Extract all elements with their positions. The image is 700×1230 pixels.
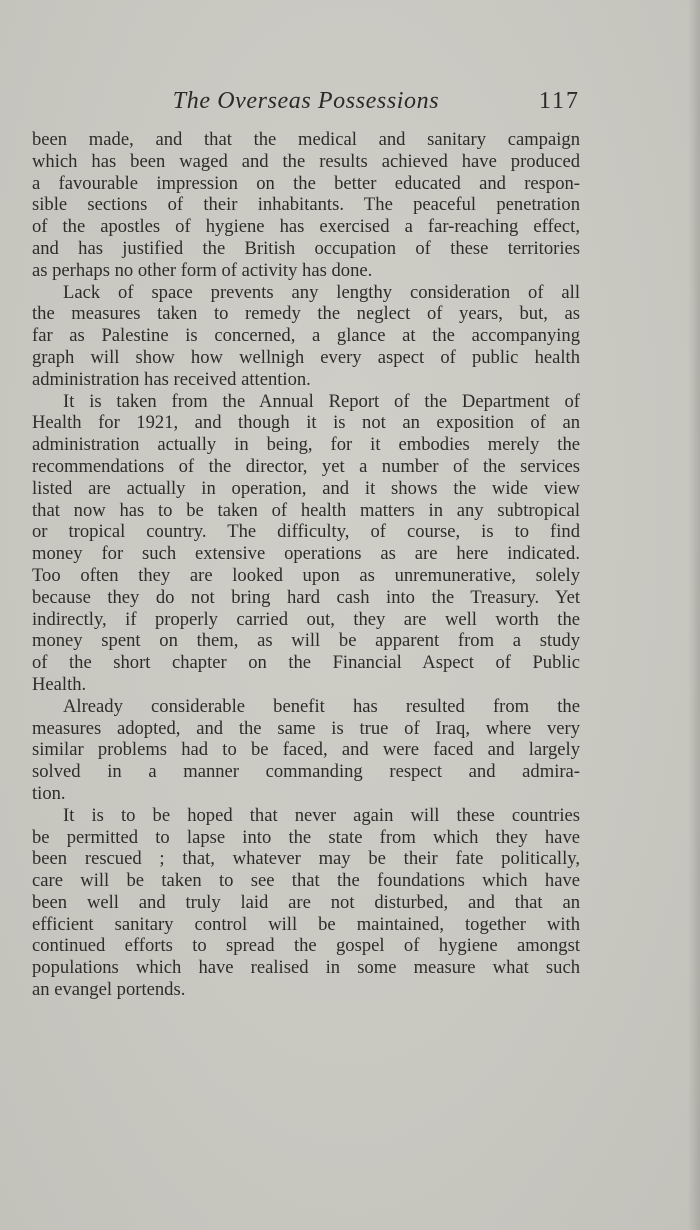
text-line: sible sections of their inhabitants. The peaceful penetration (32, 194, 580, 216)
text-line: Health for 1921, and though it is not an exposition of an (32, 412, 580, 434)
text-line: money spent on them, as will be apparent from a study (32, 630, 580, 652)
text-line: It is taken from the Annual Report of the Department of (63, 390, 580, 412)
text-line: been well and truly laid are not disturbed, and that an (32, 891, 580, 913)
text-line: tion. (32, 782, 66, 804)
body-text (32, 129, 580, 1001)
text-line: because they do not bring hard cash into the Treasury. Yet (32, 586, 580, 608)
paragraph (32, 391, 580, 696)
text-line: listed are actually in operation, and it shows the wide view (32, 477, 580, 499)
text-line: of the short chapter on the Financial Aspect of Public (32, 652, 580, 674)
text-line: Already considerable benefit has resulted from the (63, 695, 580, 717)
text-line: be permitted to lapse into the state from which they have (32, 826, 580, 848)
text-line: been rescued ; that, whatever may be their fate politically, (32, 848, 580, 870)
paragraph (32, 129, 580, 282)
running-head (32, 88, 580, 122)
text-line: that now has to be taken of health matters in any subtropical (32, 499, 580, 521)
page-edge-shadow (688, 0, 700, 1230)
text-line: administration has received attention. (32, 368, 311, 390)
page-number: 117 (538, 88, 580, 114)
text-line: indirectly, if properly carried out, they are well worth the (32, 608, 580, 630)
text-line: and has justified the British occupation of these territories (32, 237, 580, 259)
text-line: similar problems had to be faced, and were faced and largely (32, 739, 580, 761)
text-line: recommendations of the director, yet a number of the services (32, 455, 580, 477)
text-line: or tropical country. The difficulty, of course, is to find (32, 521, 580, 543)
text-line: the measures taken to remedy the neglect of years, but, as (32, 303, 580, 325)
text-line: administration actually in being, for it embodies merely the (32, 434, 580, 456)
paragraph (32, 282, 580, 391)
text-line: money for such extensive operations as are here indicated. (32, 543, 580, 565)
text-line: care will be taken to see that the foundations which have (32, 870, 580, 892)
text-line: graph will show how wellnigh every aspect of public health (32, 346, 580, 368)
text-line: which has been waged and the results achieved have produced (32, 150, 580, 172)
text-line: Health. (32, 673, 87, 695)
text-line: far as Palestine is concerned, a glance at the accompanying (32, 325, 580, 347)
text-line: as perhaps no other form of activity has done. (32, 259, 373, 281)
paragraph (32, 805, 580, 1001)
text-line: been made, and that the medical and sanitary campaign (32, 129, 580, 150)
text-line: a favourable impression on the better educated and respon- (32, 172, 580, 194)
text-line: an evangel portends. (32, 979, 186, 1001)
text-line: populations which have realised in some measure what such (32, 957, 580, 979)
paragraph (32, 696, 580, 805)
text-line: Too often they are looked upon as unremunerative, solely (32, 564, 580, 586)
text-line: solved in a manner commanding respect and admira- (32, 761, 580, 783)
text-line: It is to be hoped that never again will these countries (63, 804, 580, 826)
text-line: efficient sanitary control will be maintained, together with (32, 913, 580, 935)
text-line: continued efforts to spread the gospel of hygiene amongst (32, 935, 580, 957)
text-line: of the apostles of hygiene has exercised a far-reaching effect, (32, 216, 580, 238)
text-line: Lack of space prevents any lengthy consideration of all (63, 281, 580, 303)
running-title: The Overseas Possessions (172, 88, 440, 114)
text-line: measures adopted, and the same is true of Iraq, where very (32, 717, 580, 739)
